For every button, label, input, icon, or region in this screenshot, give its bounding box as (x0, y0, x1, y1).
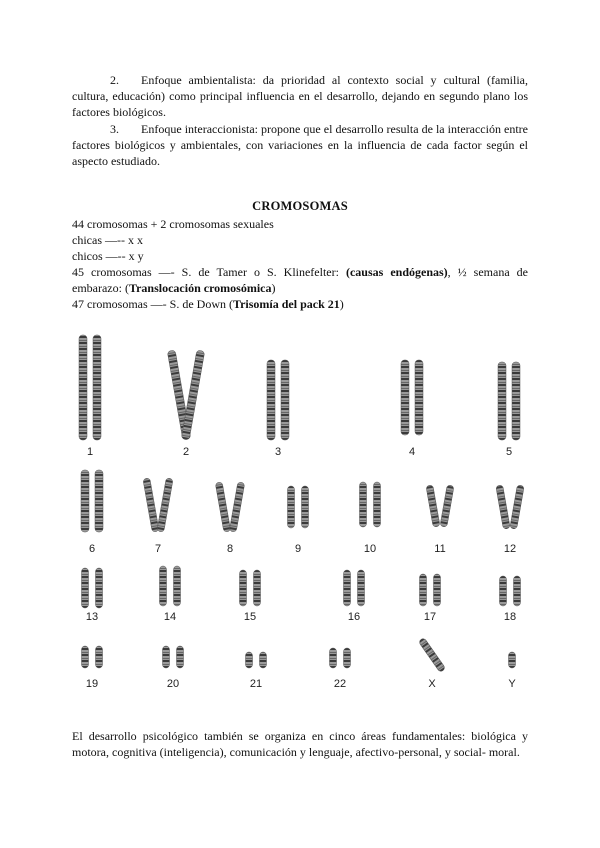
chromosome-label: X (428, 678, 436, 690)
chromosome (401, 360, 409, 435)
chromosome-pair-20 (163, 646, 184, 668)
chromosome-pair-6 (81, 470, 103, 532)
syndrome-47-close: ) (339, 297, 344, 311)
paragraph-item-2 (72, 72, 528, 120)
trisomy-term: Trisomía del pack 21 (232, 297, 340, 311)
chromosome-pair-1 (79, 335, 101, 440)
chromosome-pair-15 (240, 570, 261, 606)
chromosome (434, 574, 441, 606)
chromosome (95, 470, 103, 532)
syndrome-45-line (72, 264, 528, 280)
chromosome-pair-14 (160, 566, 181, 606)
chromosome (215, 482, 231, 532)
chromosome-pair-7 (143, 478, 173, 532)
chromosome (509, 652, 516, 668)
chromosome (330, 648, 337, 668)
chromosome-label: 9 (294, 543, 302, 555)
chromosome (229, 482, 245, 532)
chromosome-pair-X (418, 637, 446, 672)
section-heading: CROMOSOMAS (252, 199, 348, 213)
chromosome (246, 652, 253, 668)
chromosome (500, 576, 507, 606)
syndrome-45-week: , ½ semana de (447, 265, 528, 279)
chromosome (418, 637, 446, 672)
chromosome (374, 482, 381, 527)
paragraph-item-3 (72, 121, 528, 169)
chromosome-pair-21 (246, 652, 267, 668)
chromosome (496, 485, 511, 530)
chromosome-pair-18 (500, 576, 521, 606)
chromosome (96, 568, 103, 608)
chromosome (344, 570, 351, 606)
chromosome-pair-9 (288, 486, 309, 528)
chromosome (360, 482, 367, 527)
chromosome (512, 362, 520, 440)
chromosome (498, 362, 506, 440)
chromosome (160, 566, 167, 606)
pregnancy-line (72, 280, 528, 296)
syndrome-45-text: 45 cromosomas —- S. de Tamer o S. Klinefelter: (72, 265, 346, 279)
pregnancy-text: embarazo: ( (72, 281, 129, 295)
chromosome-pair-11 (426, 485, 454, 528)
chromosome (177, 646, 184, 668)
item-3-text: Enfoque interaccionista: propone que el desarrollo resulta de la interacción entre factores biológicos y ambientales, con variaciones en la influencia de cada factor según el aspecto estudiado. (72, 122, 528, 168)
chromosome-label: 1 (86, 446, 94, 458)
chromosome-pair-17 (420, 574, 441, 606)
chromosome-label: 19 (85, 678, 99, 690)
chromosome-label: 15 (243, 611, 257, 623)
item-2-text: Enfoque ambientalista: da prioridad al contexto social y cultural (familia, cultura, educación) como principal influencia en el desarrollo, dejando en segundo plano los factores biológicos. (72, 73, 528, 119)
chromosome (281, 360, 289, 440)
chromosome (510, 485, 525, 530)
chromosome (93, 335, 101, 440)
chromosome (514, 576, 521, 606)
endogenous-causes: (causas endógenas) (345, 265, 448, 279)
chromosome-label: 21 (249, 678, 263, 690)
chromosome (82, 568, 89, 608)
chromosome (358, 570, 365, 606)
chromosome-label: 2 (182, 446, 190, 458)
chromosome (254, 570, 261, 606)
chromosome-label: 22 (333, 678, 347, 690)
chromosome-label: 13 (85, 611, 99, 623)
syndrome-47-line (72, 296, 528, 312)
item-2-number: 2. (110, 73, 119, 87)
chromosome (79, 335, 87, 440)
girls-line: chicas —-- x x (72, 233, 143, 247)
chromosome-label: 3 (274, 446, 282, 458)
chromosome-pair-10 (360, 482, 381, 527)
chromosome-label: 10 (363, 543, 377, 555)
chromosome-pair-5 (498, 362, 520, 440)
chromosome-label: 4 (408, 446, 416, 458)
chromosome-label: 18 (503, 611, 517, 623)
chromosome (82, 646, 89, 668)
chromosome-pair-4 (401, 360, 423, 435)
karyotype-image (60, 330, 540, 700)
chromosome (96, 646, 103, 668)
chromosome (440, 485, 454, 528)
chromosome (344, 648, 351, 668)
syndrome-47-text: 47 cromosomas —- S. de Down ( (72, 297, 233, 311)
chromosome-label: 14 (163, 611, 177, 623)
chromosome-pair-2 (167, 350, 205, 440)
chromosome-pair-3 (267, 360, 289, 440)
boys-line: chicos —-- x y (72, 249, 144, 263)
chromosome (426, 485, 440, 528)
chromosome-label: 7 (154, 543, 162, 555)
chromosome (420, 574, 427, 606)
chromosome (81, 470, 89, 532)
chromosome-pair-19 (82, 646, 103, 668)
chromosome-pair-Y (509, 652, 516, 668)
chromosome (181, 350, 205, 440)
chromosome (240, 570, 247, 606)
chromosome-label: 12 (503, 543, 517, 555)
chromosome-label: 16 (347, 611, 361, 623)
chromosome (415, 360, 423, 435)
chromosome-pair-22 (330, 648, 351, 668)
chromosome-label: 6 (88, 543, 96, 555)
chromosome-label: 11 (434, 543, 446, 555)
chromosome (302, 486, 309, 528)
chromosome-pair-13 (82, 568, 103, 608)
chromosome-label: 8 (226, 543, 234, 555)
chromosome-pairs (79, 335, 524, 673)
chromosome (267, 360, 275, 440)
closing-paragraph: El desarrollo psicológico también se organiza en cinco áreas fundamentales: biológica y motora, cognitiva (inteligencia), comunicación y lenguaje, afectivo-personal, y social- moral. (72, 729, 528, 759)
chromosome (288, 486, 295, 528)
translocation-term: Translocación cromosómica (128, 281, 272, 295)
chromosome-label: 20 (166, 678, 180, 690)
chromosome-label: 17 (423, 611, 437, 623)
chromosome (260, 652, 267, 668)
chromosome-label: 5 (505, 446, 513, 458)
chromosome-pair-12 (496, 485, 525, 530)
chromosome-label: Y (508, 678, 516, 690)
chromosome (143, 478, 159, 532)
chromosome (163, 646, 170, 668)
chromosome (174, 566, 181, 606)
chromosome-pair-16 (344, 570, 365, 606)
chromosome-count-line: 44 cromosomas + 2 cromosomas sexuales (72, 217, 274, 231)
chromosome-pair-8 (215, 482, 245, 532)
item-3-number: 3. (110, 122, 119, 136)
chromosome (157, 478, 173, 532)
pregnancy-close: ) (271, 281, 276, 295)
